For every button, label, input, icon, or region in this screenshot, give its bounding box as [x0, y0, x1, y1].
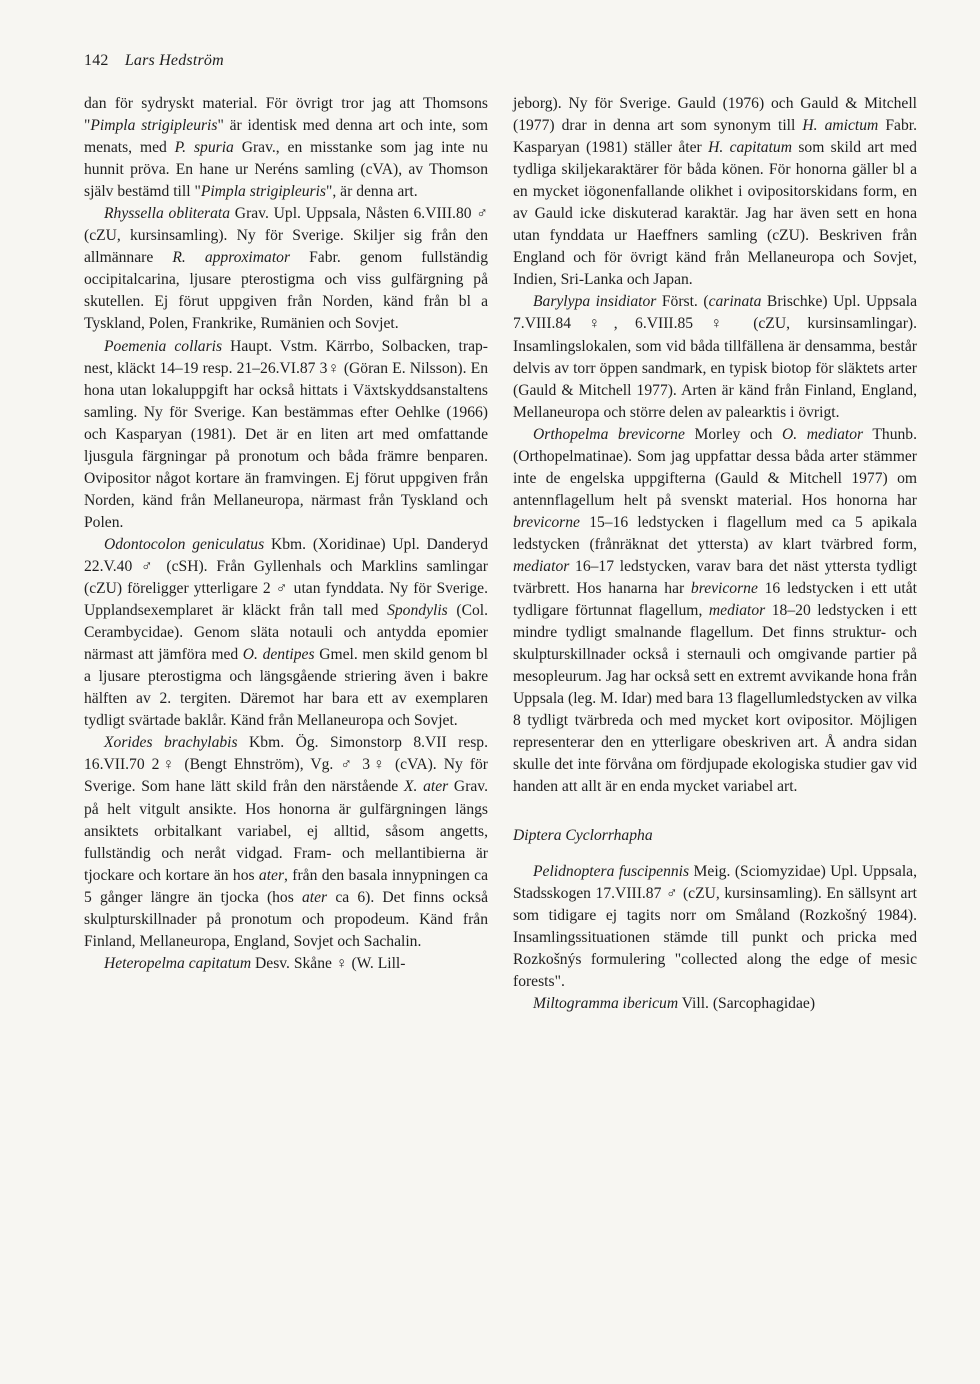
- italic-term: Spondylis: [387, 602, 448, 620]
- italic-term: ater: [258, 866, 285, 884]
- paragraph: Odontocolon geniculatus Kbm. (Xoridinae) Upl. Danderyd 22.V.40 ♂ (cSH). Från Gyllenhals och Marklins samlingar (cZU) föreligger ytterligare 2 ♂ utan fynddata. Ny för Sverige. Upplandsexemplaret är kläckt från tall med Spondylis (Col. Cerambycidae). Genom släta notauli och antydda epomier närmast att jämföra med O. dentipes Gmel. men skild genom bl a ljusare pterostigma och längsgående striering även i bakre hälften av 2. tergiten. Däremot har bara ett av exemplaren tydligt svärtade baklår. Känd från Mellaneuropa och Sovjet.: [84, 535, 488, 730]
- italic-term: Pimpla strigipleuris: [200, 183, 327, 201]
- italic-term: Miltogramma ibericum: [533, 994, 679, 1012]
- italic-term: Barylypa insidiator: [533, 293, 657, 311]
- paragraph: Pelidnoptera fuscipennis Meig. (Sciomyzidae) Upl. Uppsala, Stadsskogen 17.VIII.87 ♂ (cZU, kursinsamling). En sällsynt art som tidigare ej tagits norr om Småland (Rozkošný 1984). Insamlingssituationen stämde till punkt och pricka med Rozkošnýs formulering "collected along the edge of mesic forests".: [513, 862, 917, 990]
- italic-term: H. amictum: [802, 117, 879, 135]
- section-heading: Diptera Cyclorrhapha: [513, 826, 653, 844]
- paragraph: Xorides brachylabis Kbm. Ög. Simonstorp 8.VII resp. 16.VII.70 2♀ (Bengt Ehnström), Vg. ♂ 3♀ (cVA). Ny för Sverige. Som hane lätt skild från den närstående X. ater Grav. på helt vitgult ansikte. Hos honorna är gulfärgningen längs ansiktets orbitalkant variabel, ej alltid, såsom angetts, fullständig och neråt vidgad. Fram- och mellantibierna är tjockare och kortare än hos ater, från den basala innypningen ca 5 gånger längre än tjocka (hos ater ca 6). Det finns också skulpturskillnader på pronotum och propodeum. Känd från Finland, Mellaneuropa, England, Sovjet och Sachalin.: [84, 734, 489, 950]
- italic-term: P. spuria: [174, 139, 234, 157]
- italic-term: Xorides brachylabis: [104, 734, 238, 752]
- paragraph: Barylypa insidiator Först. (carinata Brischke) Upl. Uppsala 7.VIII.84 ♀, 6.VIII.85 ♀ (cZU, kursinsamlingar). Insamlingslokalen, som vid båda tillfällena är densamma, består delvis av torr öppen sandmark, en typisk biotop för släktets arter (Gauld & Mitchell 1977). Arten är känd från Finland, England, Mellaneuropa och större delen av palearktis i övrigt.: [513, 293, 917, 421]
- paragraph: Miltogramma ibericum Vill. (Sarcophagidae): [533, 994, 816, 1012]
- italic-term: Heteropelma capitatum: [104, 954, 252, 972]
- italic-term: Poemenia collaris: [104, 337, 223, 355]
- left-column: [84, 93, 488, 975]
- italic-term: ater: [302, 888, 328, 906]
- italic-term: Odontocolon geniculatus: [104, 535, 265, 553]
- italic-term: R. approximator: [172, 249, 291, 267]
- italic-term: Pelidnoptera fuscipennis: [533, 862, 690, 880]
- page-number: 142: [84, 52, 109, 69]
- italic-term: carinata: [708, 293, 762, 311]
- paragraph: jeborg). Ny för Sverige. Gauld (1976) och Gauld & Mitchell (1977) drar in denna art som synonym till H. amictum Fabr. Kasparyan (1981) ställer åter H. capitatum som skild art med tydliga skiljekaraktärer för båda könen. För honorna gäller bl a en mycket iögonenfallande olikhet i ovipositorskidans form, en av Gauld icke diskuterad karaktär. Jag har även sett en hona utan fynddata ur Haeffners samling (cZU). Beskriven från England och för övrigt känd från Mellaneuropa och Sovjet, Indien, Sri-Lanka och Japan.: [513, 95, 917, 289]
- page-header: [84, 52, 224, 70]
- paragraph: Heteropelma capitatum Desv. Skåne ♀ (W. Lill-: [104, 954, 406, 972]
- paragraph: Orthopelma brevicorne Morley och O. mediator Thunb. (Orthopelmatinae). Som jag uppfattar dessa båda arter stämmer inte de engelska uppgifterna (Gauld & Mitchell 1977) om antennflagellum helt på svenskt material. Hos honorna har brevicorne 15–16 ledstycken i flagellum med ca 5 apikala ledstycken (frånräknat det yttersta) av klart tvärbred form, mediator 16–17 ledstycken, varav bara det näst yttersta tydligt tvärbrett. Hos hanarna har brevicorne 16 ledstycken i ett utåt tydligare förtunnat flagellum, mediator 18–20 ledstycken i ett mindre tydligt smalnande flagellum. Det finns struktur- och skulpturskillnader också i sternauli och omgivande partier på mesopleurum. Jag har också sett en extremt avvikande hona från Uppsala (leg. M. Idar) med bara 13 flagellumledstycken av vilka 8 tydligt tvärbreda och med mycket kort ovipositor. Möjligen representerar den en ytterligare obeskriven art. Å andra sidan skulle det inte förvåna om fördjupade ekologiska studier gav vid handen att allt är en enda mycket variabel art.: [513, 425, 917, 796]
- italic-term: brevicorne: [513, 513, 580, 531]
- italic-term: H. capitatum: [708, 139, 792, 157]
- paragraph: dan för sydryskt material. För övrigt tror jag att Thomsons "Pimpla strigipleuris" är identisk med denna art och inte, som menats, med P. spuria Grav., en misstanke som jag inte nu hunnit pröva. En hane ur Neréns samling (cVA), av Thomson själv bestämd till "Pimpla strigipleuris", är denna art.: [84, 95, 489, 201]
- right-column: [513, 93, 917, 1015]
- italic-term: mediator: [708, 602, 766, 620]
- italic-term: Pimpla strigipleuris: [90, 117, 218, 135]
- italic-term: O. mediator: [782, 425, 864, 443]
- italic-term: O. dentipes: [242, 646, 315, 664]
- italic-term: brevicorne: [690, 580, 758, 598]
- running-author: Lars Hedström: [124, 52, 224, 69]
- italic-term: Orthopelma brevicorne: [533, 425, 685, 443]
- paragraph: Rhyssella obliterata Grav. Upl. Uppsala, Nåsten 6.VIII.80 ♂ (cZU, kursinsamling). Ny för Sverige. Skiljer sig från den allmännare R. approximator Fabr. genom fullständig occipitalcarina, ljusare pterostigma och viss gulfärgning på skutellen. Ej förut uppgiven från Norden, känd från bl a Tyskland, Polen, Frankrike, Rumänien och Sovjet.: [84, 205, 489, 333]
- italic-term: Rhyssella obliterata: [104, 205, 231, 223]
- paragraph: Poemenia collaris Haupt. Vstm. Kärrbo, Solbacken, trap-nest, kläckt 14–19 resp. 21–26.VI.87 3♀ (Göran E. Nilsson). En hona utan lokaluppgift har också hittats i Växtskyddsanstaltens samling. Ny för Sverige. Kan bestämmas efter Oehlke (1966) och Kasparyan (1981). Det är en liten art med omfattande ljusgula färgningar på pronotum och båda främre benparen. Ovipositor något kortare än framvingen. Ej förut uppgiven från Norden, känd från Mellaneuropa, närmast från Tyskland och Polen.: [84, 337, 488, 531]
- italic-term: mediator: [513, 557, 570, 575]
- italic-term: X. ater: [403, 778, 449, 796]
